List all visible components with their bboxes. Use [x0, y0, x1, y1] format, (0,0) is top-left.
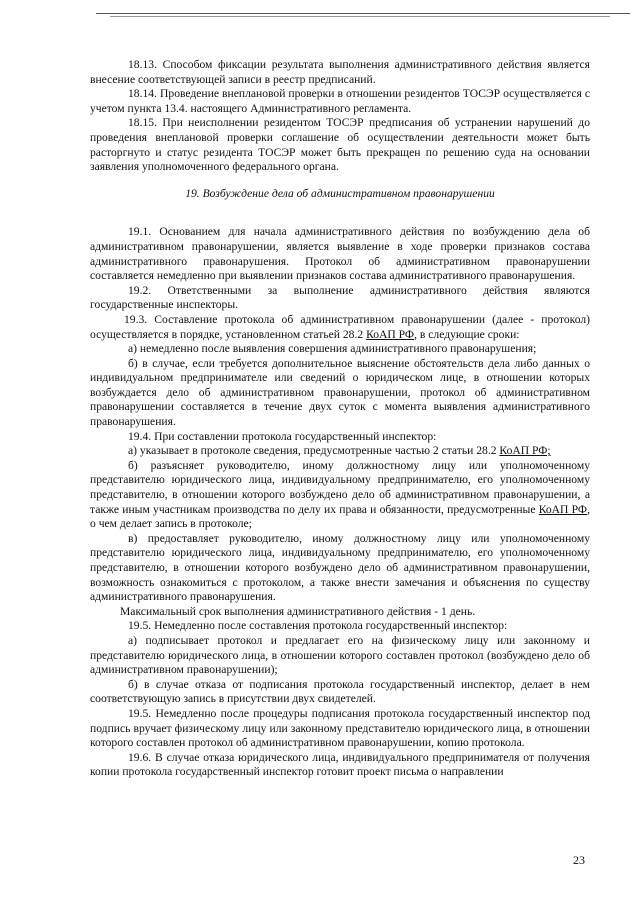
paragraph-19-3-text: 19.3. Составление протокола об административном правонарушении (далее - протокол) осуществляется в порядке, установленном статьей 28.2	[90, 312, 590, 341]
paragraph-19-5-a: а) подписывает протокол и предлагает его на физическому лицу или законному и представителю юридического лица, в отношении которого составлен протокол (возбуждено дело об административном правонарушении);	[90, 633, 590, 677]
paragraph-18-15: 18.15. При неисполнении резидентом ТОСЭР предписания об устранении нарушений до проведения внеплановой проверки соглашение об осуществлении деятельности может быть расторгнуто и статус резидента ТОСЭР может быть прекращен по решению суда на основании заявления уполномоченного федерального органа.	[90, 116, 590, 174]
paragraph-max-term: Максимальный срок выполнения административного действия - 1 день.	[120, 604, 476, 618]
paragraph-19-4: 19.4. При составлении протокола государственный инспектор:	[128, 429, 437, 443]
paragraph-19-4-c: в) предоставляет руководителю, иному должностному лицу или уполномоченному представителю юридического лица, индивидуальному предпринимателю, его уполномоченному представителю, в отношении которого возбуждено дело об административном правонарушении, возможность ознакомиться с протоколом, а также внести замечания и объяснения по существу административного правонарушения.	[90, 531, 590, 604]
paragraph-19-5-second: 19.5. Немедленно после процедуры подписания протокола государственный инспектор под подпись вручает физическому лицу или законному представителю юридического лица, в отношении которого составлен протокол об административном правонарушении, копию протокола.	[90, 706, 590, 750]
section-heading-19: 19. Возбуждение дела об административном правонарушении	[185, 186, 495, 200]
paragraph-19-6: 19.6. В случае отказа юридического лица, индивидуального предпринимателя от получения копии протокола государственный инспектор готовит проект письма о направлении	[90, 750, 590, 779]
paragraph-19-1: 19.1. Основанием для начала административного действия по возбуждению дела об административном правонарушении, является выявление в ходе проверки признаков состава административного правонарушения. Протокол об административном правонарушении составляется немедленно при выявлении признаков состава административного правонарушения.	[90, 225, 590, 283]
paragraph-19-5-b: б) в случае отказа от подписания протокола государственный инспектор, делает в нем соответствующую запись в присутствии двух свидетелей.	[90, 677, 590, 706]
paragraph-19-3-a: а) немедленно после выявления совершения административного правонарушения;	[128, 342, 537, 356]
paragraph-19-5: 19.5. Немедленно после составления протокола государственный инспектор:	[128, 619, 508, 633]
page-number: 23	[573, 853, 585, 867]
paragraph-19-2: 19.2. Ответственными за выполнение административного действия являются государственные инспекторы.	[90, 283, 590, 312]
koap-link[interactable]: КоАП РФ;	[499, 444, 551, 458]
scan-top-rule-faint	[110, 16, 610, 17]
koap-link[interactable]: КоАП РФ	[366, 327, 415, 341]
paragraph-18-13: 18.13. Способом фиксации результата выполнения административного действия является внесение соответствующей записи в реестр предписаний.	[90, 58, 590, 86]
paragraph-19-4-b-text: б) разъясняет руководителю, иному должностному лицу или уполномоченному представителю юридического лица, индивидуальному предпринимателю, его уполномоченному представителю, в отношении которого возбуждено дело об административном правонарушении, а также иным участникам производства по делу их права и обязанности, предусмотренные	[90, 458, 590, 516]
paragraph-19-3-tail: , в следующие сроки:	[414, 327, 520, 341]
scan-top-rule	[96, 13, 630, 14]
paragraph-19-3-b: б) в случае, если требуется дополнительное выяснение обстоятельств дела либо данных о индивидуальном предпринимателе или сведений о юридическом лице, в отношении которых возбуждается дело об административном правонарушении, протокол об административном правонарушении составляется в течение двух суток с момента выявления административного правонарушения.	[90, 356, 590, 429]
paragraph-19-4-a-text: а) указывает в протоколе сведения, предусмотренные частью 2 статьи 28.2	[128, 444, 500, 458]
paragraph-19-4-a	[90, 444, 590, 459]
page-body	[90, 58, 590, 780]
paragraph-19-3	[90, 313, 590, 342]
paragraph-19-4-b-tail: , о чем делает запись в протоколе;	[90, 502, 591, 531]
paragraph-19-4-b	[90, 459, 590, 532]
koap-link[interactable]: КоАП РФ	[538, 502, 588, 516]
paragraph-18-14: 18.14. Проведение внеплановой проверки в отношении резидентов ТОСЭР осуществляется с учетом пункта 13.4. настоящего Административного регламента.	[90, 87, 590, 115]
